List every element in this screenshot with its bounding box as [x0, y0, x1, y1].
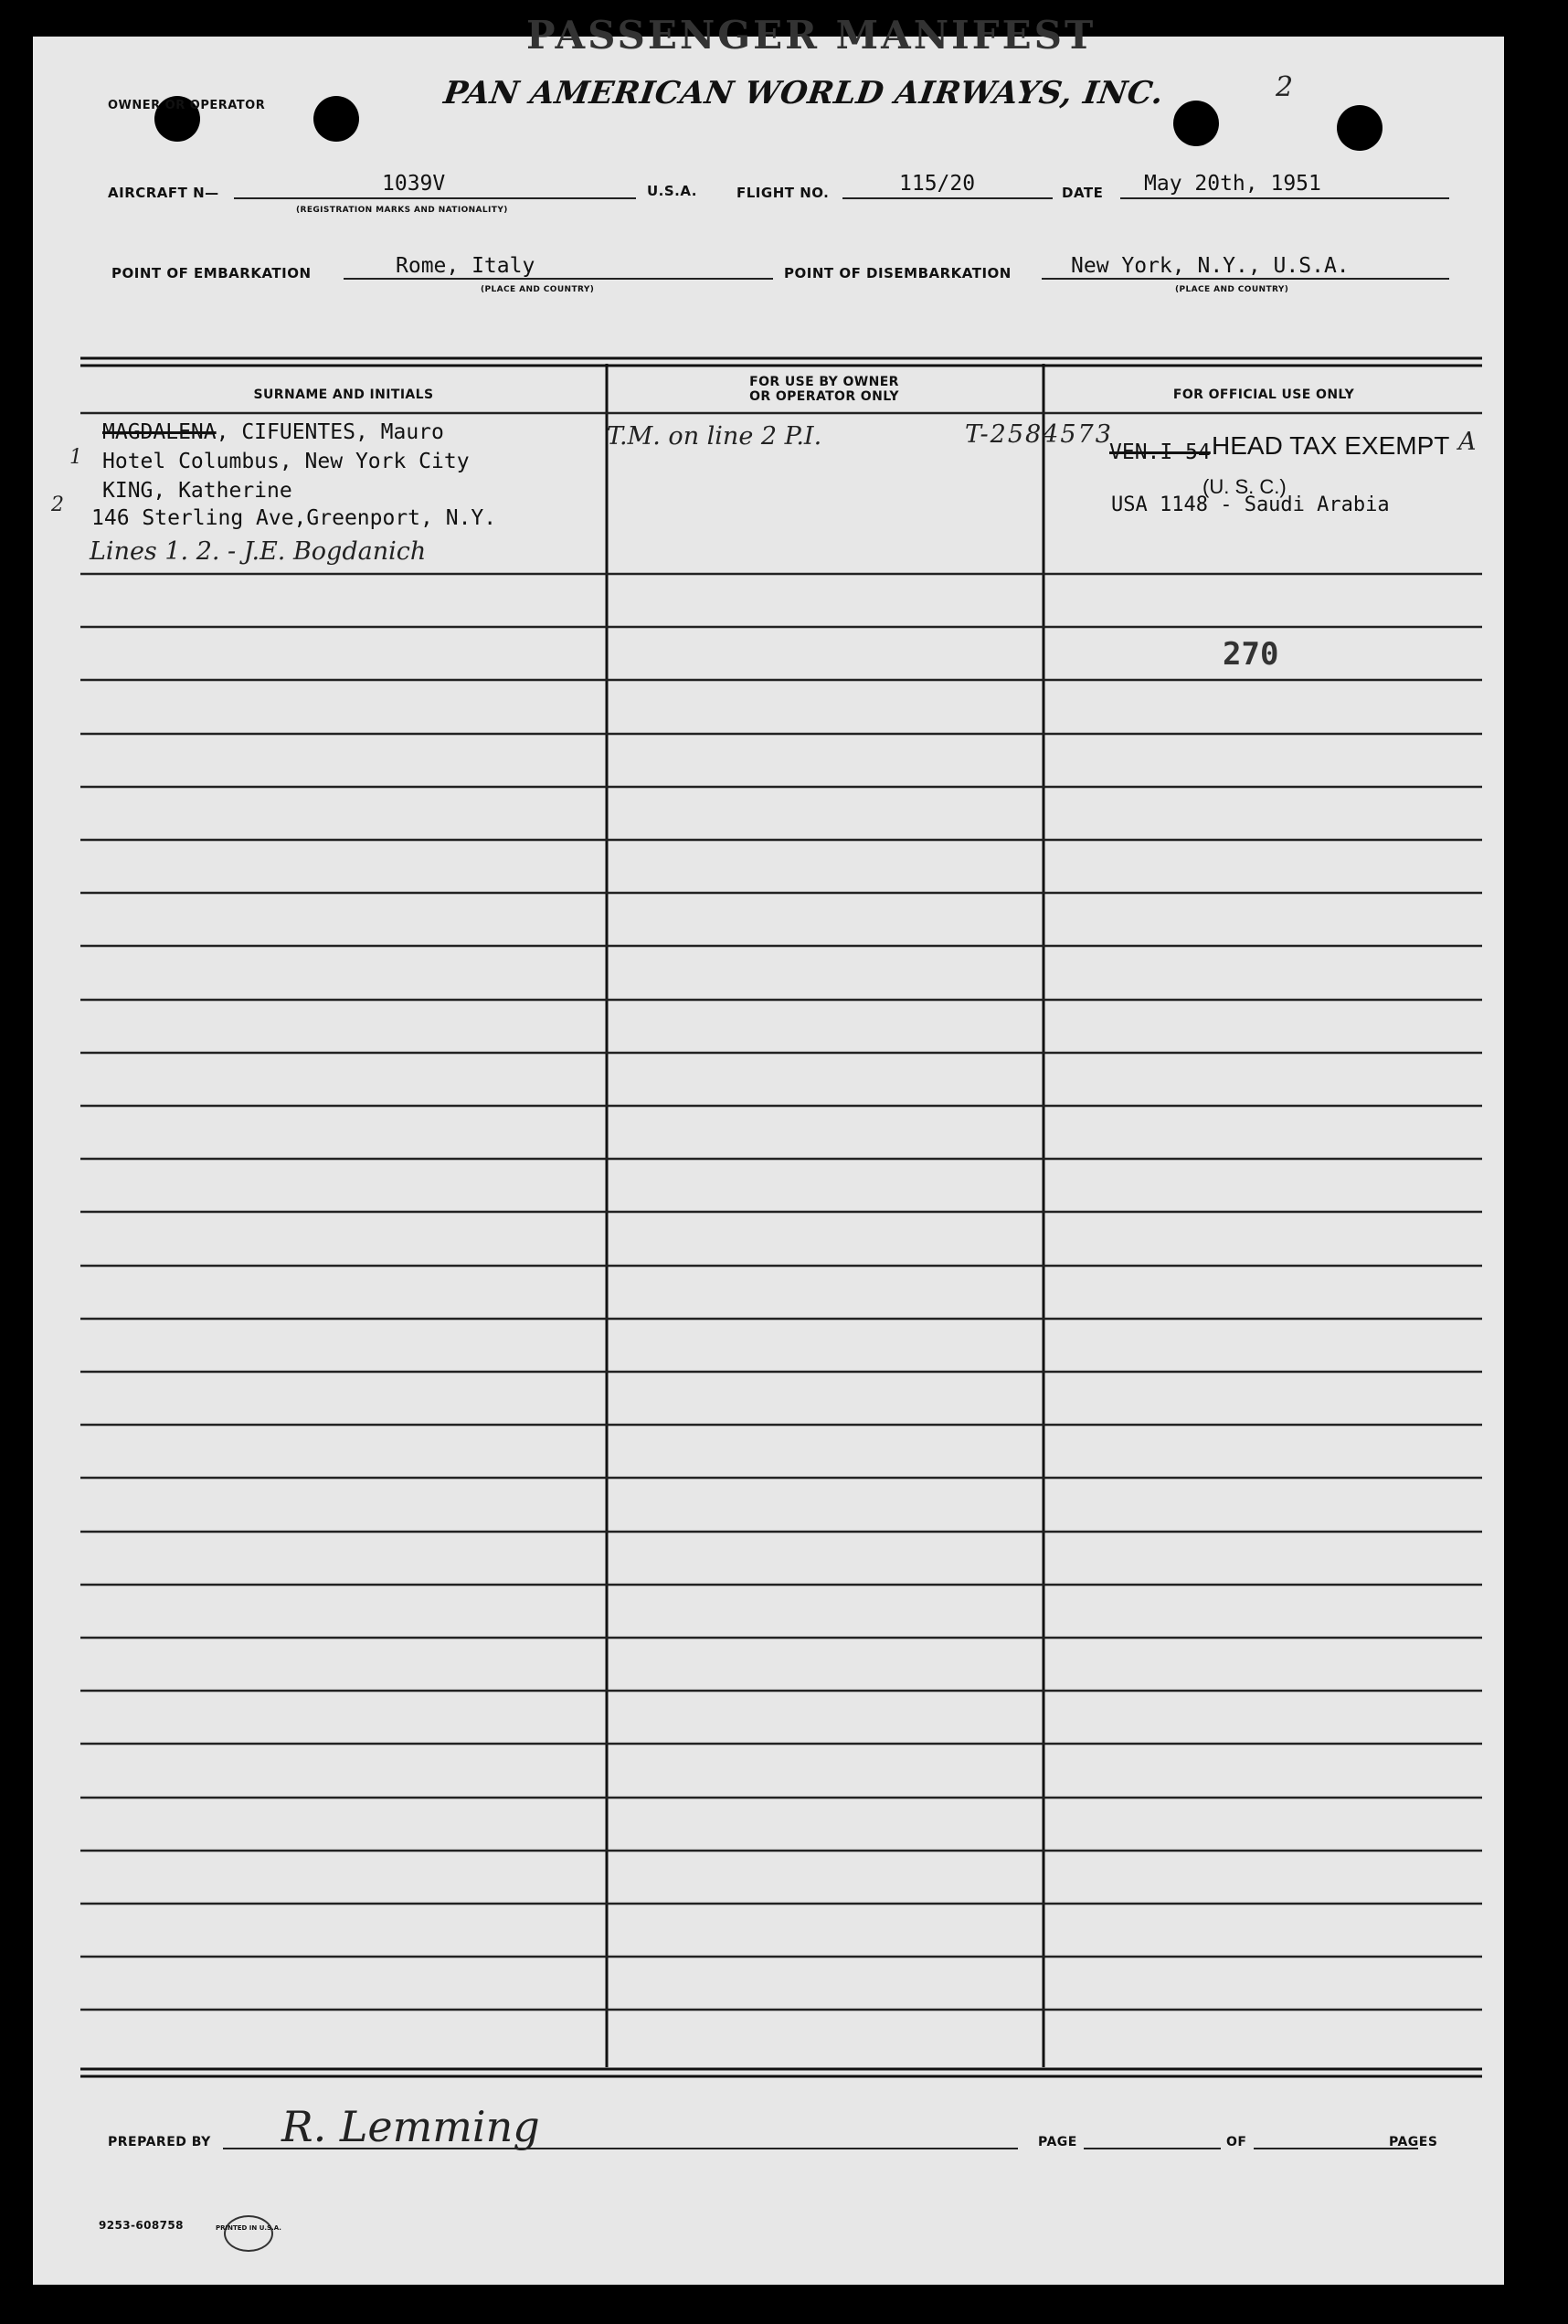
passenger-2-address: 146 Sterling Ave,Greenport, N.Y. [91, 506, 497, 530]
manifest-page [33, 13, 1504, 2285]
disembark-label: POINT OF DISEMBARKATION [784, 265, 1012, 281]
row-number: 2 [51, 493, 64, 516]
date-value: May 20th, 1951 [1144, 172, 1321, 196]
row-number: 1 [69, 446, 82, 469]
t-number: T-2584573 [965, 420, 1113, 449]
date-label: DATE [1062, 185, 1104, 201]
flight-value: 115/20 [899, 172, 976, 196]
registration-note: (REGISTRATION MARKS AND NATIONALITY) [296, 206, 508, 215]
prepared-by-label: PREPARED BY [108, 2135, 211, 2149]
disembark-value: New York, N.Y., U.S.A. [1071, 254, 1350, 278]
airline-name: PAN AMERICAN WORLD AIRWAYS, INC. [441, 75, 1166, 111]
usa-label: U.S.A. [647, 183, 697, 199]
embark-value: Rome, Italy [396, 254, 535, 278]
flight-label: FLIGHT NO. [736, 185, 830, 201]
page-label: PAGE [1038, 2135, 1077, 2149]
column-header-surname: SURNAME AND INITIALS [253, 387, 434, 402]
owner-label: OWNER OR OPERATOR [108, 99, 266, 112]
official-line-2: USA 1148 - Saudi Arabia [1111, 493, 1390, 516]
pages-label: PAGES [1389, 2135, 1438, 2149]
passenger-1-address: Hotel Columbus, New York City [102, 450, 470, 473]
column-header-owner-line2: OR OPERATOR ONLY [749, 389, 899, 404]
embark-note: (PLACE AND COUNTRY) [481, 285, 595, 294]
owner-note: T.M. on line 2 P.I. [607, 422, 822, 451]
manifest-table [33, 37, 1504, 2285]
embark-label: POINT OF EMBARKATION [111, 265, 312, 281]
official-struck-code: VEN.I-54 [1109, 440, 1211, 464]
column-header-owner-line1: FOR USE BY OWNER [749, 375, 899, 389]
printed-mark: PRINTED IN U.S.A. [216, 2224, 281, 2232]
disembark-note: (PLACE AND COUNTRY) [1175, 285, 1289, 294]
top-banner: PASSENGER MANIFEST [526, 13, 1097, 58]
column-header-official: FOR OFFICIAL USE ONLY [1172, 387, 1355, 402]
passenger-1-name [102, 420, 444, 444]
struck-name: MAGDALENA [102, 420, 217, 444]
preparer-signature: R. Lemming [281, 2102, 540, 2151]
form-number: 9253-608758 [99, 2219, 184, 2232]
column-header-owner [614, 375, 1034, 404]
aircraft-label: AIRCRAFT N— [108, 185, 219, 201]
handwritten-lines-note: Lines 1. 2. - J.E. Bogdanich [90, 537, 427, 566]
official-number: 270 [1223, 636, 1279, 673]
usc-stamp: (U. S. C.) [1202, 475, 1287, 498]
passenger-1-surname: , CIFUENTES, Mauro [216, 420, 444, 444]
printed-seal [207, 2215, 291, 2272]
of-label: OF [1226, 2135, 1247, 2149]
page-mark: 2 [1276, 71, 1294, 103]
official-mark: A [1458, 428, 1477, 456]
passenger-2-name: KING, Katherine [102, 479, 292, 503]
head-tax-exempt-stamp: HEAD TAX EXEMPT [1212, 431, 1450, 460]
aircraft-value: 1039V [382, 172, 446, 196]
